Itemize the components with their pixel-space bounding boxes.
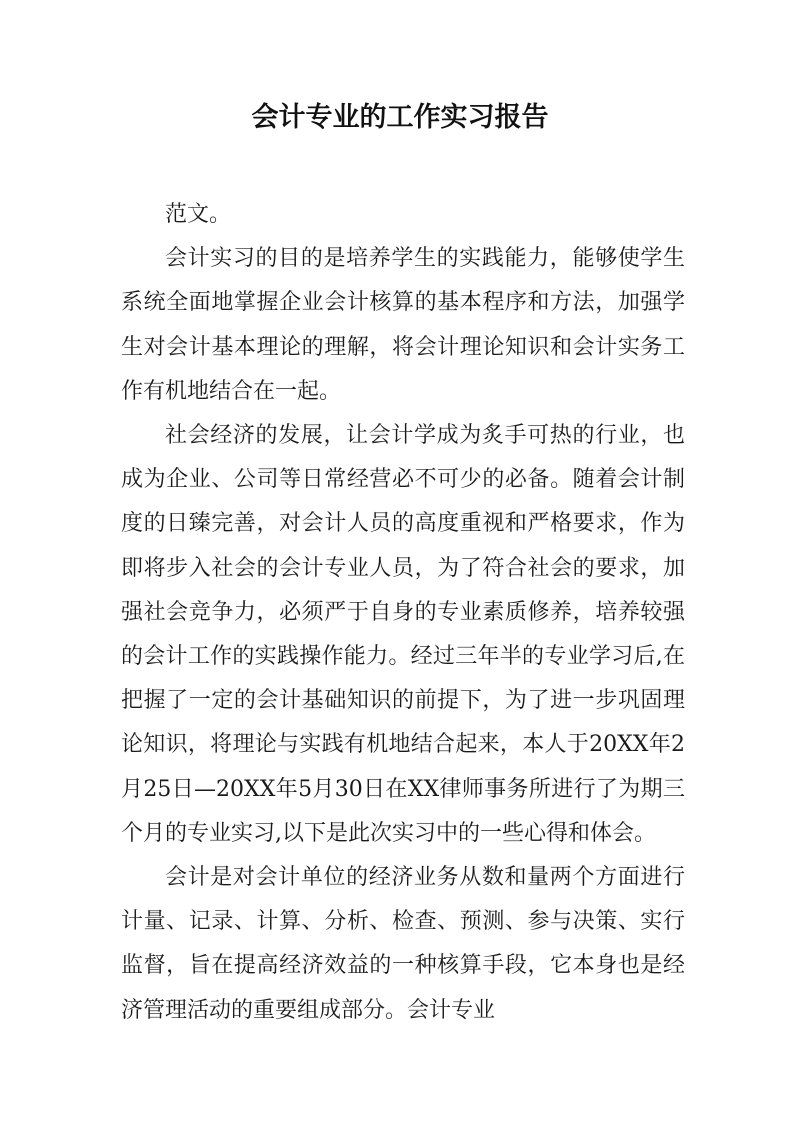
paragraph-definition: 会计是对会计单位的经济业务从数和量两个方面进行计量、记录、计算、分析、检查、预测、参与决策、实行监督，旨在提高经济效益的一种核算手段，它本身也是经济管理活动的重要组成部分。会计专业 — [121, 865, 685, 1023]
paragraph-background: 社会经济的发展，让会计学成为炙手可热的行业，也成为企业、公司等日常经营必不可少的必备。随着会计制度的日臻完善，对会计人员的高度重视和严格要求，作为即将步入社会的会计专业人员，为了符合社会的要求，加强社会竞争力，必须严于自身的专业素质修养，培养较强的会计工作的实践操作能力。经过三年半的专业学习后,在把握了一定的会计基础知识的前提下，为了进一步巩固理论知识，将理论与实践有机地结合起来，本人于20XX年2月25日—20XX年5月30日在XX律师事务所进行了为期三个月的专业实习,以下是此次实习中的一些心得和体会。 — [121, 423, 685, 846]
document-body — [121, 193, 685, 1033]
paragraph-purpose: 会计实习的目的是培养学生的实践能力，能够使学生系统全面地掌握企业会计核算的基本程序和方法，加强学生对会计基本理论的理解，将会计理论知识和会计实务工作有机地结合在一起。 — [121, 246, 685, 404]
paragraph-intro: 范文。 — [165, 202, 232, 227]
document-title: 会计专业的工作实习报告 — [251, 102, 549, 133]
